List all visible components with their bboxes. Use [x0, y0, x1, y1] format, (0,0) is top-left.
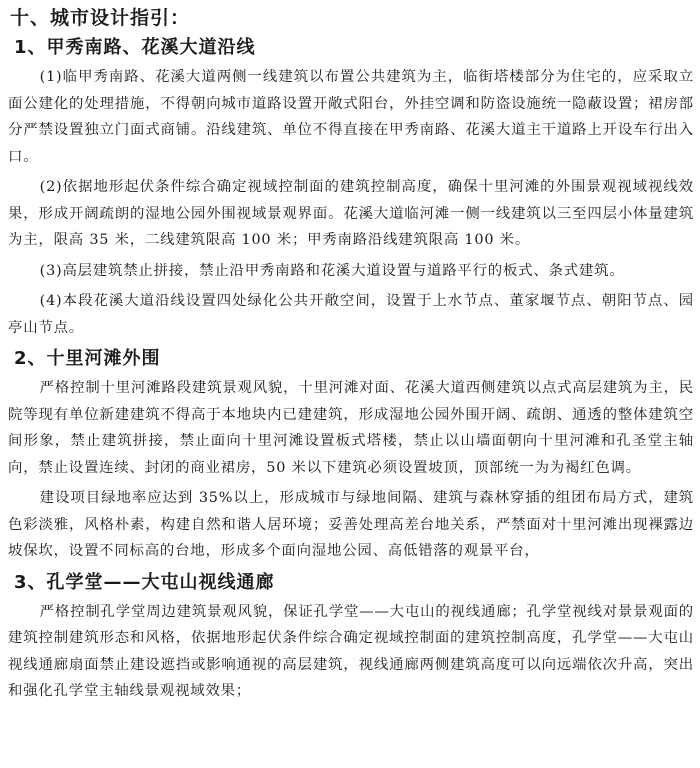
- paragraph-1-2: (2)依据地形起伏条件综合确定视域控制面的建筑控制高度，确保十里河滩的外围景观视域视线效果，形成开阔疏朗的湿地公园外围视域景观界面。花溪大道临河滩一侧一线建筑以三至四层小体量建筑为主，限高 35 米，二线建筑限高 100 米；甲秀南路沿线建筑限高 100 米。: [8, 179, 694, 248]
- subsection-heading-3: 3、孔学堂——大屯山视线通廊: [14, 571, 275, 593]
- paragraph-1-1: (1)临甲秀南路、花溪大道两侧一线建筑以布置公共建筑为主，临街塔楼部分为住宅的，应采取立面公建化的处理措施，不得朝向城市道路设置开敞式阳台，外挂空调和防盗设施统一隐蔽设置；裙房部分严禁设置独立门面式商铺。沿线建筑、单位不得直接在甲秀南路、花溪大道主干道路上开设车行出入口。: [8, 69, 694, 165]
- paragraph-2-2: 建设项目绿地率应达到 35%以上，形成城市与绿地间隔、建筑与森林穿插的组团布局方式，建筑色彩淡雅，风格朴素，构建自然和谐人居环境；妥善处理高差台地关系，严禁面对十里河滩出现裸露边坡保坎，设置不同标高的台地，形成多个面向湿地公园、高低错落的观景平台，: [8, 490, 694, 559]
- subsection-heading-1: 1、甲秀南路、花溪大道沿线: [14, 37, 256, 58]
- paragraph-1-3: (3)高层建筑禁止拼接，禁止沿甲秀南路和花溪大道设置与道路平行的板式、条式建筑。: [39, 262, 625, 279]
- paragraph-1-4: (4)本段花溪大道沿线设置四处绿化公共开敞空间，设置于上水节点、董家堰节点、朝阳节点、园亭山节点。: [8, 293, 694, 336]
- paragraph-3-1: 严格控制孔学堂周边建筑景观风貌，保证孔学堂——大屯山的视线通廊；孔学堂视线对景景观面的建筑控制建筑形态和风格，依据地形起伏条件综合确定视域控制面的建筑控制高度，孔学堂——大屯山视线通廊扇面禁止建设遮挡或影响通视的高层建筑，视线通廊两侧建筑高度可以向远端依次升高，突出和强化孔学堂主轴线景观视域效果；: [8, 603, 694, 699]
- section-title: 十、城市设计指引：: [10, 7, 191, 29]
- paragraph-2-1: 严格控制十里河滩路段建筑景观风貌，十里河滩对面、花溪大道西侧建筑以点式高层建筑为主，民院等现有单位新建建筑不得高于本地块内已建建筑，形成湿地公园外围开阔、疏朗、通透的整体建筑空间形象，禁止建筑拼接，禁止面向十里河滩设置板式塔楼，禁止以山墙面朝向十里河滩和孔圣堂主轴向，禁止设置连续、封闭的商业裙房，50 米以下建筑必须设置坡顶，顶部统一为为褐红色调。: [8, 380, 694, 476]
- document-page: [0, 6, 700, 768]
- subsection-heading-2: 2、十里河滩外围: [14, 348, 161, 369]
